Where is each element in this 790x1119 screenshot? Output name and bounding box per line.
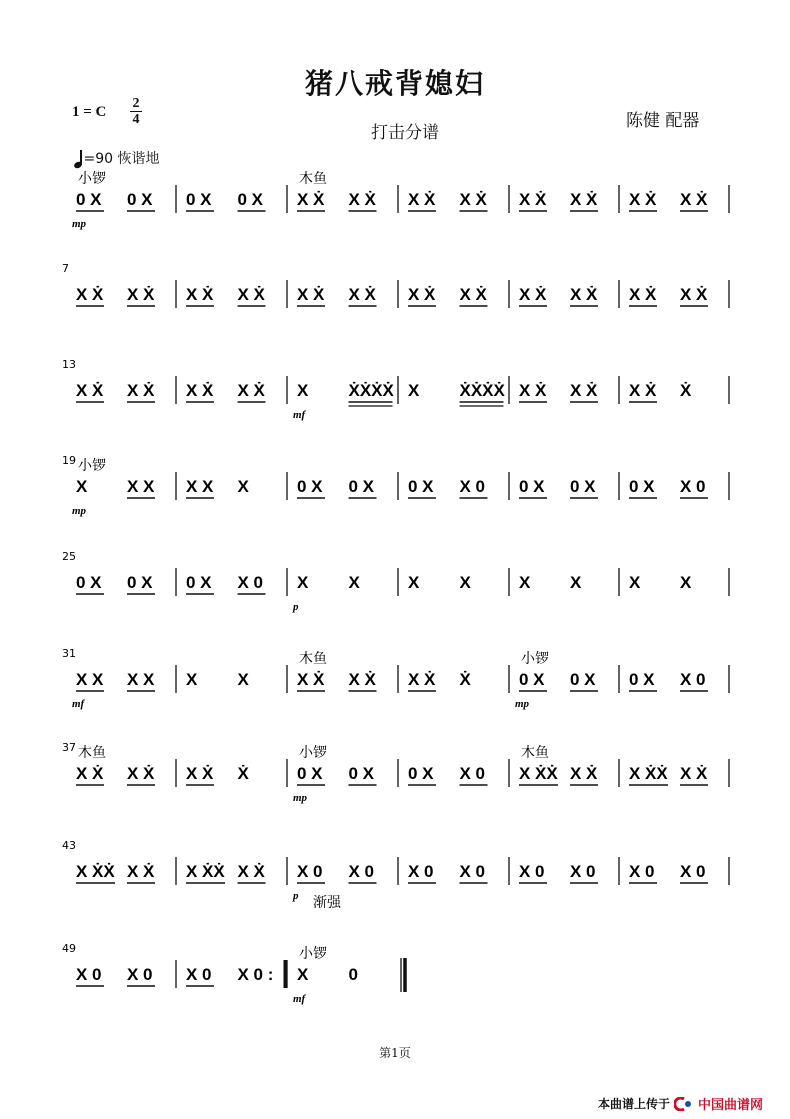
beat-group: Ẋ: [459, 670, 471, 689]
beat-group: X 0: [237, 573, 264, 592]
beat-group: X: [76, 477, 88, 496]
beat-group: X Ẋ: [186, 381, 214, 400]
beat-group: X Ẋ: [348, 190, 376, 209]
beat-group: X X: [76, 670, 104, 689]
beat-group: X Ẋ: [348, 670, 376, 689]
beat-group: X ẊẊ: [186, 862, 225, 881]
beat-group: 0 X: [297, 477, 323, 496]
beat-group: ẊẊẊẊ: [459, 381, 505, 400]
beat-group: X Ẋ: [629, 381, 657, 400]
beat-group: X Ẋ: [76, 381, 104, 400]
beat-group: X Ẋ: [570, 764, 598, 783]
beat-group: X 0: [680, 670, 706, 689]
beat-group: X: [570, 573, 582, 592]
beat-group: X Ẋ: [186, 764, 214, 783]
beat-group: X: [629, 573, 641, 592]
measure-number: 37: [62, 741, 76, 754]
beat-group: X ẊẊ: [76, 862, 115, 881]
beat-group: X Ẋ: [127, 862, 155, 881]
beat-group: Ẋ: [237, 764, 249, 783]
beat-group: X Ẋ: [127, 285, 155, 304]
instrument-label: 小锣: [78, 458, 106, 474]
beat-group: X 0: [519, 862, 545, 881]
instrument-label: 木鱼: [521, 745, 549, 761]
beat-group: X: [348, 573, 360, 592]
meter-bottom: 4: [132, 112, 140, 127]
beat-group: X: [408, 573, 420, 592]
beat-group: X: [408, 381, 420, 400]
beat-group: X: [237, 670, 249, 689]
dynamic-marking: mf: [293, 993, 306, 1005]
beat-group: 0 X: [127, 190, 153, 209]
dynamic-marking: mp: [515, 698, 530, 710]
beat-group: X 0: [408, 862, 434, 881]
beat-group: 0 X: [127, 573, 153, 592]
score-title: 猪八戒背媳妇: [304, 67, 485, 100]
instrument-label: 木鱼: [299, 651, 327, 667]
beat-group: 0 X: [237, 190, 264, 209]
beat-group: X Ẋ: [459, 190, 487, 209]
beat-group: X Ẋ: [629, 190, 657, 209]
site-logo-text: 中国曲谱网: [698, 1098, 764, 1113]
dynamic-marking: p: [293, 890, 299, 902]
beat-group: 0 X: [519, 670, 545, 689]
beat-group: 0 X: [519, 477, 545, 496]
beat-group: X 0: [459, 862, 486, 881]
beat-group: 0 X: [570, 477, 596, 496]
beat-group: X Ẋ: [459, 285, 487, 304]
measure-number: 7: [62, 262, 69, 275]
page-number: 第1页: [379, 1046, 411, 1060]
beat-group: X Ẋ: [127, 381, 155, 400]
beat-group: 0 X: [408, 764, 434, 783]
beat-group: X Ẋ: [297, 285, 325, 304]
beat-group: X Ẋ: [680, 285, 708, 304]
beat-group: X Ẋ: [76, 285, 104, 304]
beat-group: X Ẋ: [186, 285, 214, 304]
beat-group: X X: [186, 477, 214, 496]
dynamic-marking: p: [293, 601, 299, 613]
measure-number: 19: [62, 454, 76, 467]
beat-group: 0 X: [297, 764, 323, 783]
beat-group: X Ẋ: [629, 285, 657, 304]
beat-group: X Ẋ: [570, 285, 598, 304]
beat-group: 0 X: [348, 477, 375, 496]
beat-group: X Ẋ: [408, 190, 436, 209]
beat-group: X X: [127, 670, 155, 689]
beat-group: X Ẋ: [348, 285, 376, 304]
beat-group: X 0: [186, 965, 212, 984]
beat-group: X Ẋ: [680, 190, 708, 209]
measure-number: 25: [62, 550, 76, 563]
beat-group: X Ẋ: [519, 285, 547, 304]
beat-group: X 0: [297, 862, 323, 881]
beat-group: X 0: [680, 477, 706, 496]
upload-note-text: 本曲谱上传于: [598, 1097, 671, 1111]
beat-group: X X: [127, 477, 155, 496]
beat-group: X: [237, 477, 249, 496]
instrument-label: 小锣: [78, 171, 106, 187]
beat-group: X Ẋ: [408, 670, 436, 689]
instrument-label: 小锣: [521, 651, 549, 667]
beat-group: X 0: [570, 862, 596, 881]
beat-group: X 0: [348, 862, 375, 881]
tempo-text: =90 恢谐地: [83, 151, 160, 167]
instrument-label: 木鱼: [78, 745, 106, 761]
instrument-label: 小锣: [299, 745, 327, 761]
beat-group: X Ẋ: [76, 764, 104, 783]
beat-group: X 0: [629, 862, 655, 881]
beat-group: X Ẋ: [237, 285, 265, 304]
beat-group: X 0: [127, 965, 153, 984]
beat-group: 0: [348, 965, 358, 984]
beat-group: X Ẋ: [297, 670, 325, 689]
beat-group: X 0: [459, 477, 486, 496]
beat-group: X 0: [459, 764, 486, 783]
beat-group: X ẊẊ: [519, 764, 558, 783]
beat-group: X Ẋ: [127, 764, 155, 783]
measure-number: 49: [62, 942, 76, 955]
beat-group: X: [297, 381, 309, 400]
measure-number: 43: [62, 839, 76, 852]
beat-group: 0 X: [408, 477, 434, 496]
arranger-credit: 陈健 配器: [626, 111, 700, 131]
beat-group: X Ẋ: [570, 190, 598, 209]
beat-group: 0 X: [348, 764, 375, 783]
beat-group: X: [186, 670, 198, 689]
beat-group: X Ẋ: [408, 285, 436, 304]
beat-group: X Ẋ: [297, 190, 325, 209]
measure-number: 31: [62, 647, 76, 660]
dynamic-marking: mf: [293, 409, 306, 421]
meter-top: 2: [132, 96, 140, 111]
beat-group: 0 X: [629, 670, 655, 689]
beat-group: X Ẋ: [519, 381, 547, 400]
beat-group: 0 X: [76, 190, 102, 209]
beat-group: X: [519, 573, 531, 592]
beat-group: X: [680, 573, 692, 592]
beat-group: 0 X: [570, 670, 596, 689]
music-site-logo-icon: [674, 1097, 694, 1111]
score-subtitle: 打击分谱: [371, 123, 439, 143]
beat-group: X Ẋ: [519, 190, 547, 209]
dynamic-marking: mp: [293, 792, 308, 804]
dynamic-marking: mp: [72, 505, 87, 517]
beat-group: X 0: [76, 965, 102, 984]
beat-group: 0 X: [186, 190, 212, 209]
beat-group: ẊẊẊẊ: [348, 381, 394, 400]
beat-group: X ẊẊ: [629, 764, 668, 783]
upload-note: [598, 1094, 763, 1113]
instrument-label: 小锣: [299, 946, 327, 962]
beat-group: Ẋ: [680, 381, 692, 400]
instrument-label: 木鱼: [299, 171, 327, 187]
beat-group: 0 X: [186, 573, 212, 592]
beat-group: X Ẋ: [680, 764, 708, 783]
beat-group: X 0 :: [237, 965, 274, 984]
beat-group: 0 X: [76, 573, 102, 592]
instrument-label: 渐强: [313, 895, 341, 911]
measure-number: 13: [62, 358, 76, 371]
beat-group: X Ẋ: [570, 381, 598, 400]
beat-group: X 0: [680, 862, 706, 881]
beat-group: X: [297, 965, 309, 984]
beat-group: X: [459, 573, 471, 592]
beat-group: X Ẋ: [237, 381, 265, 400]
beat-group: X: [297, 573, 309, 592]
key-signature: 1 = C: [72, 104, 107, 120]
dynamic-marking: mf: [72, 698, 85, 710]
beat-group: 0 X: [629, 477, 655, 496]
beat-group: X Ẋ: [237, 862, 265, 881]
dynamic-marking: mp: [72, 218, 87, 230]
